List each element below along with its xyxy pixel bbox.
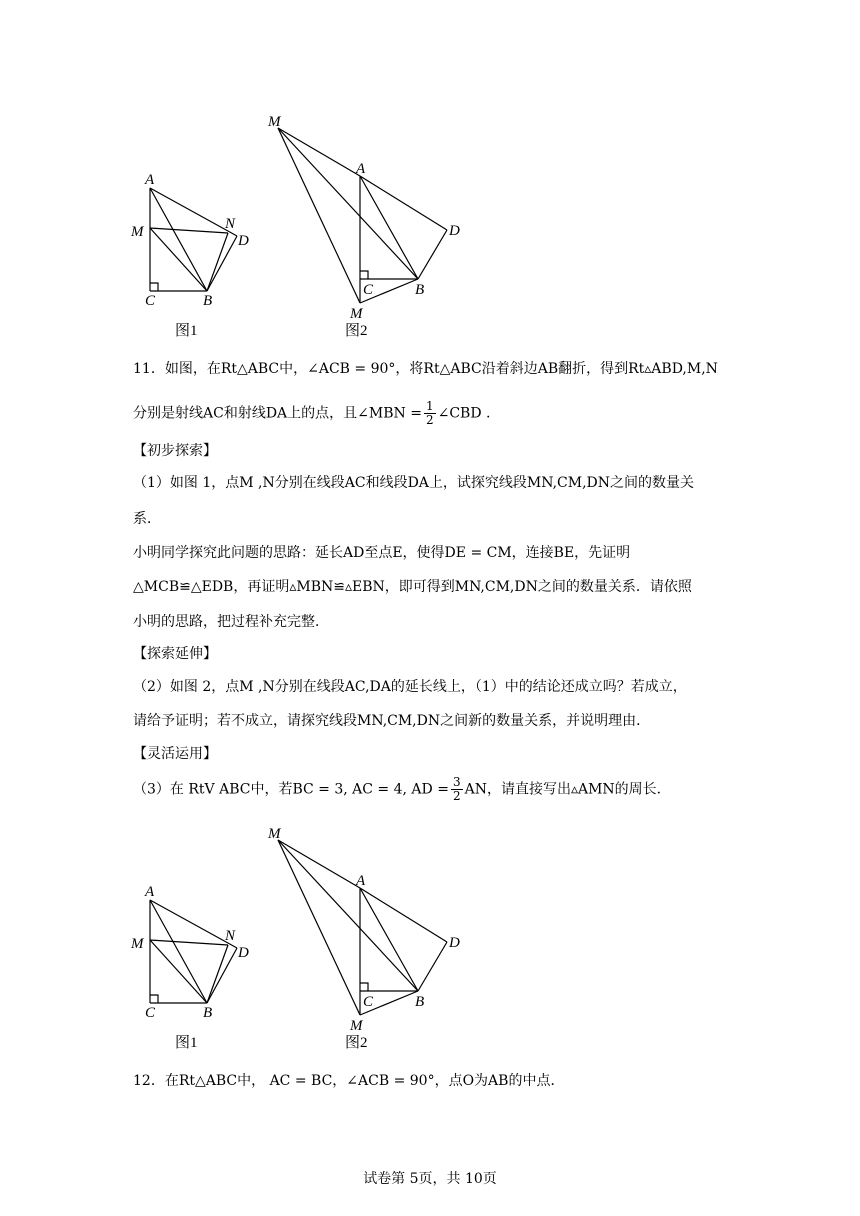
question1-line2: 系． [133,511,161,527]
label-A-fig1: A [145,172,155,188]
problem11-line2-post: ∠CBD . [437,405,491,422]
label-B-fig2: B [415,282,425,298]
question2-line2: 请给予证明；若不成立，请探究线段MN,CM,DN之间新的数量关系，并说明理由． [133,713,651,729]
fraction-three-halves-num: 3 [452,775,461,789]
label-D-fig1-b: D [238,945,249,961]
label-D-fig2-b: D [449,935,460,951]
label-N-fig1: N [225,216,236,232]
problem11-line2 [133,400,490,427]
fraction-three-halves-den: 2 [452,789,461,803]
question3-post: AN，请直接写出▵AMN的周长． [464,781,671,798]
fraction-half [424,400,436,427]
caption-fig2-bottom: 图2 [345,1035,368,1051]
label-C-fig1-b: C [145,1005,156,1021]
caption-fig1-bottom: 图1 [175,1035,198,1051]
hint-line3: 小明的思路，把过程补充完整． [133,614,329,630]
label-B-fig1: B [203,293,213,309]
label-M-top-fig2: M [268,114,281,130]
hint-line1: 小明同学探究此问题的思路：延长AD至点E，使得DE = CM，连接BE，先证明 [133,545,631,561]
fraction-half-den: 2 [425,413,434,427]
label-M-bottom-fig2: M [350,306,363,322]
label-A-fig1-b: A [145,884,155,900]
geometry-figures-top [0,0,860,350]
label-C-fig2-b: C [363,994,374,1010]
problem11-line1: 11．如图，在Rt△ABC中，∠ACB = 90°，将Rt△ABC沿着斜边AB翻折，得到Rt▵ABD,M,N [133,361,718,377]
caption-fig1-top: 图1 [175,323,198,339]
caption-fig2-top: 图2 [345,323,368,339]
label-N-fig1-b: N [225,928,236,944]
label-M-bottom-fig2-b: M [350,1018,363,1034]
section-exploration-extension: 【探索延伸】 [133,646,217,662]
question3-pre: （3）在 RtV ABC中，若BC = 3, AC = 4, AD = [133,781,449,798]
problem11-line2-pre: 分别是射线AC和射线DA上的点，且∠MBN = [133,405,422,422]
label-B-fig2-b: B [415,994,425,1010]
label-A-fig2-b: A [356,873,366,889]
page-footer: 试卷第 5页，共 10页 [363,1171,497,1187]
fraction-half-num: 1 [425,399,434,413]
figure-group-top [0,0,860,354]
label-D-fig2: D [449,223,460,239]
problem12-line1: 12．在Rt△ABC中， AC = BC，∠ACB = 90°，点O为AB的中点． [133,1073,565,1089]
question1-line1: （1）如图 1，点M ,N分别在线段AC和线段DA上，试探究线段MN,CM,DN之间的数量关 [133,475,695,491]
label-C-fig1: C [145,293,156,309]
label-M-fig1: M [131,224,144,240]
label-B-fig1-b: B [203,1005,213,1021]
label-M-fig1-b: M [131,936,144,952]
geometry-figures-bottom [0,712,860,1062]
label-M-top-fig2-b: M [268,826,281,842]
label-A-fig2: A [356,161,366,177]
label-D-fig1: D [238,233,249,249]
label-C-fig2: C [363,282,374,298]
section-flexible-application: 【灵活运用】 [133,746,217,762]
section-initial-exploration: 【初步探索】 [133,443,217,459]
hint-line2: △MCB≌△EDB，再证明▵MBN≌▵EBN，即可得到MN,CM,DN之间的数量关系．请依照 [133,579,692,595]
figure-group-bottom [0,712,860,1066]
question2-line1: （2）如图 2，点M ,N分别在线段AC,DA的延长线上，（1）中的结论还成立吗？若成立， [133,679,687,695]
